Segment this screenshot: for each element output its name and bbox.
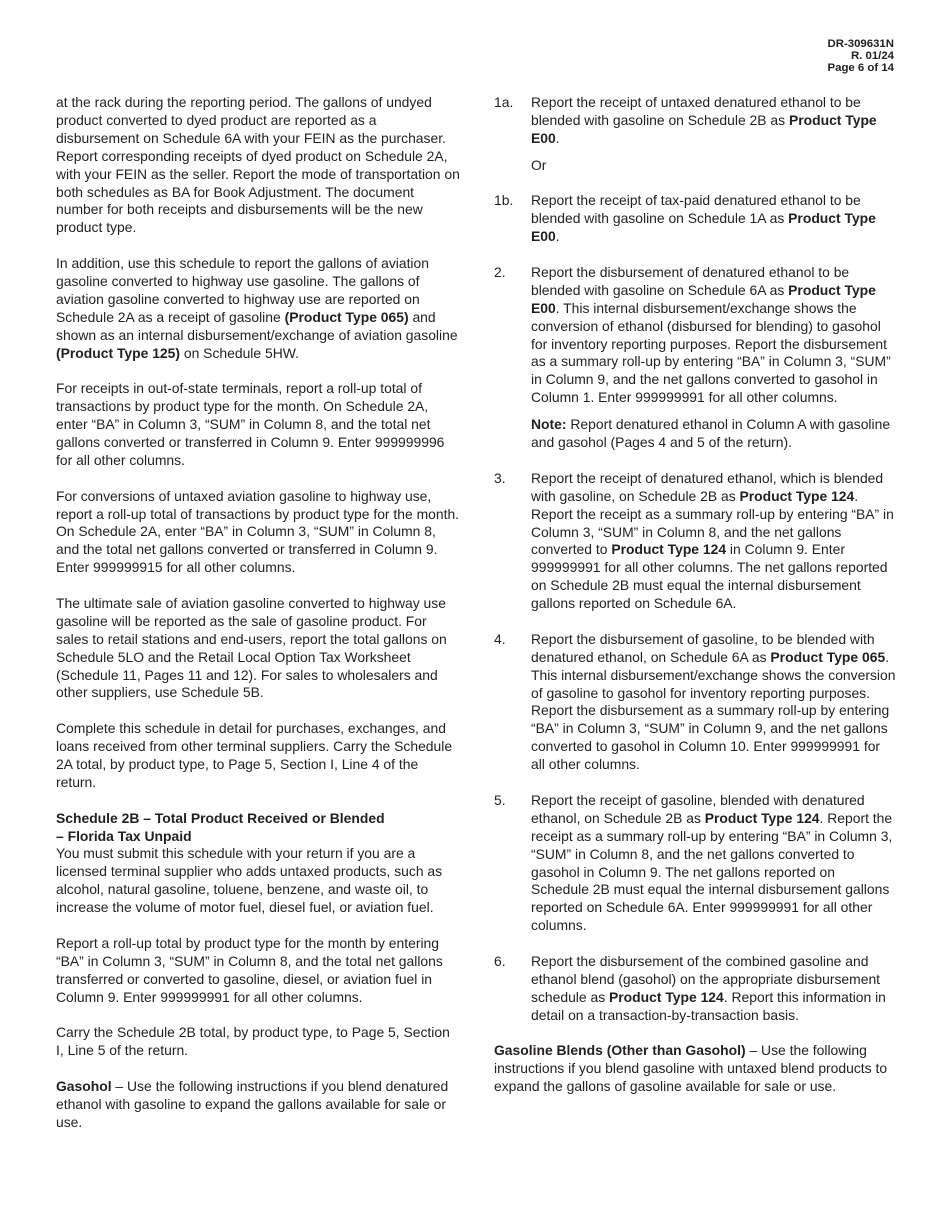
- bold-term: (Product Type 125): [56, 344, 181, 361]
- item-text: [531, 792, 896, 935]
- item-number: 5.: [494, 791, 506, 808]
- item-text: [531, 94, 896, 148]
- bold-term: Product Type 124: [609, 988, 724, 1005]
- text-segment: . Report the receipt as a summary roll-up by entering “BA” in Column 3, “SUM” in Column 8, and the net gallons converted to: [531, 487, 894, 558]
- item-body: [531, 631, 896, 774]
- list-item: [494, 192, 896, 246]
- text-segment: Report denatured ethanol in Column A with gasoline and gasohol (Pages 4 and 5 of the return).: [531, 416, 891, 451]
- item-number: 1b.: [494, 192, 514, 209]
- item-text: [531, 631, 896, 774]
- item-body: [531, 470, 896, 613]
- text-segment: in Column 9. Enter 999999991 for all other columns. The net gallons reported on Schedule 2B must equal the internal disbursement gallons reported on Schedule 6A.: [531, 541, 888, 612]
- item-body: [531, 264, 896, 452]
- bold-term: Product Type E00: [531, 111, 877, 146]
- text-segment: Report the disbursement of gasoline, to be blended with denatured ethanol, on Schedule 6A as: [531, 630, 875, 665]
- text-segment: – Use the following instructions if you blend denatured ethanol with gasoline to expand the gallons available for sale or use.: [56, 1077, 449, 1130]
- list-item: [494, 953, 896, 1025]
- list-item: [494, 470, 896, 613]
- item-number: 4.: [494, 630, 506, 647]
- page-header: [828, 38, 894, 75]
- bold-term: Product Type 124: [611, 541, 727, 558]
- text-segment: and shown as an internal disbursement/exchange of aviation gasoline: [56, 308, 458, 343]
- item-body: [531, 953, 896, 1025]
- list-item: [494, 631, 896, 774]
- paragraph-complete-schedule: Complete this schedule in detail for purchases, exchanges, and loans received from other terminal suppliers. Carry the Schedule 2A total, by product type, to Page 5, Section I, Line 4 of the return.: [56, 720, 453, 790]
- text-segment: Report the disbursement of the combined gasoline and ethanol blend (gasohol) on the appropriate disbursement schedule as: [531, 952, 881, 1005]
- text-segment: – Use the following instructions if you blend gasoline with untaxed blend products to expand the gallons of gasoline available for sale or use.: [494, 1042, 888, 1095]
- paragraph-ultimate-sale: The ultimate sale of aviation gasoline converted to highway use gasoline will be reported as the sale of gasoline product. For sales to retail stations and end-users, report the total gallons on Schedule 5LO and the Retail Local Option Tax Worksheet (Schedule 11, Pages 11 and 12). For sales to wholesalers and other suppliers, use Schedule 5B.: [56, 594, 447, 701]
- item-text: [531, 192, 896, 246]
- text-segment: . Report this information in detail on a transaction-by-transaction basis.: [531, 988, 886, 1023]
- revision-date: R. 01/24: [850, 50, 894, 63]
- paragraph-untaxed-aviation: For conversions of untaxed aviation gasoline to highway use, report a roll-up total of transactions by product type for the month. On Schedule 2A, enter “BA” in Column 3, “SUM” in Column 8, and the total net gallons converted or transferred in Column 9. Enter 999999915 for all other columns.: [56, 487, 460, 576]
- item-text: [531, 264, 896, 407]
- text-segment: Report the receipt of tax-paid denatured ethanol to be blended with gasoline on Schedule 1A as: [531, 192, 861, 227]
- item-body: [531, 94, 896, 175]
- paragraph-gasohol: [56, 1078, 460, 1132]
- paragraph-gasoline-blends: [494, 1042, 896, 1096]
- text-segment: .: [555, 129, 560, 146]
- item-body: [531, 192, 896, 246]
- paragraph-roll-up: Report a roll-up total by product type for the month by entering “BA” in Column 3, “SUM” in Column 8, and the total net gallons transferred or converted to gasoline, diesel, or aviation fuel in Column 9. Enter 999999991 for all other columns.: [56, 934, 443, 1005]
- gasohol-term: Gasohol: [56, 1077, 112, 1094]
- left-column: [56, 94, 460, 1149]
- schedule-2b-heading: [56, 810, 460, 846]
- text-segment: Report the disbursement of denatured ethanol to be blended with gasoline on Schedule 6A as: [531, 263, 850, 298]
- item-note: [531, 416, 896, 452]
- text-segment: In addition, use this schedule to report the gallons of aviation gasoline converted to highway use gasoline. The gallons of aviation gasoline converted to highway use are reported on Schedule 2A as a receipt of gasoline: [56, 255, 429, 325]
- bold-term: Product Type E00: [531, 281, 876, 316]
- text-segment: Report the receipt of denatured ethanol, which is blended with gasoline, on Schedule 2B as: [531, 469, 884, 504]
- heading-line: – Florida Tax Unpaid: [56, 827, 192, 844]
- list-item: [494, 792, 896, 935]
- blends-term: Gasoline Blends (Other than Gasohol): [494, 1042, 746, 1059]
- item-number: 1a.: [494, 94, 514, 110]
- item-text: [531, 470, 896, 613]
- paragraph-schedule-2b-intro: You must submit this schedule with your return if you are a licensed terminal supplier who adds untaxed products, such as alcohol, natural gasoline, toluene, benzene, and waste oil, to increase the volume of motor fuel, diesel fuel, or aviation fuel.: [56, 845, 443, 916]
- item-body: [531, 792, 896, 935]
- text-segment: . This internal disbursement/exchange shows the conversion of gasoline to gasohol for inventory reporting purposes. Report the disbursement as a summary roll-up by entering “BA” in Column 3, “SUM” in Column 9, and the net gallons converted to gasohol in Column 10. Enter 999999991 for all other columns.: [531, 648, 896, 773]
- form-number: DR-309631N: [827, 38, 894, 50]
- item-number: 6.: [494, 952, 506, 969]
- item-text: [531, 953, 896, 1025]
- paragraph-carry-total: Carry the Schedule 2B total, by product type, to Page 5, Section I, Line 5 of the return.: [56, 1024, 450, 1059]
- bold-term: Product Type 124: [739, 487, 855, 504]
- text-segment: on Schedule 5HW.: [180, 344, 299, 361]
- bold-term: Product Type 124: [704, 809, 820, 826]
- right-column: [494, 94, 896, 1114]
- item-number: 2.: [494, 263, 506, 280]
- paragraph-dyed-conversion: at the rack during the reporting period. The gallons of undyed product converted to dyed product are reported as a disbursement on Schedule 6A with your FEIN as the purchaser. Report corresponding receipts of dyed product on Schedule 2A, with your FEIN as the seller. Report the mode of transportation on both schedules as BA for Book Adjustment. The document number for both receipts and disbursements will be the new product type.: [56, 94, 460, 236]
- paragraph-aviation-conversion: [56, 255, 460, 362]
- text-segment: Report the receipt of untaxed denatured ethanol to be blended with gasoline on Schedule 2B as: [531, 94, 861, 128]
- text-segment: . Report the receipt as a summary roll-up by entering “BA” in Column 3, “SUM” in Column 8, and the net gallons converted to gasohol in Column 9. The net gallons reported on Schedule 2B must equal the internal disbursement gallons reported on Schedule 6A. Enter 999999991 for all other columns.: [531, 809, 893, 934]
- note-label: Note:: [531, 416, 567, 433]
- bold-term: Product Type 065: [770, 648, 886, 665]
- list-item: [494, 94, 896, 175]
- text-segment: Report the receipt of gasoline, blended with denatured ethanol, on Schedule 2B as: [531, 791, 865, 826]
- page-number: Page 6 of 14: [827, 62, 894, 75]
- text-segment: .: [555, 228, 560, 245]
- heading-line: Schedule 2B – Total Product Received or Blended: [56, 809, 385, 826]
- bold-term: Product Type E00: [531, 210, 876, 245]
- bold-term: (Product Type 065): [284, 308, 409, 325]
- or-separator: Or: [531, 156, 547, 173]
- text-segment: . This internal disbursement/exchange shows the conversion of ethanol (disbursed for blending) to gasohol for inventory reporting purposes. Report the disbursement as a summary roll-up by entering “BA” in Column 3, “SUM” in Column 9, and the net gallons converted to gasohol in Column 1. Enter 999999991 for all other columns.: [531, 299, 891, 406]
- list-item: [494, 264, 896, 452]
- paragraph-out-of-state: For receipts in out-of-state terminals, report a roll-up total of transactions by product type for the month. On Schedule 2A, enter “BA” in Column 3, “SUM” in Column 8, and the total net gallons converted or transferred in Column 9. Enter 999999996 for all other columns.: [56, 380, 445, 468]
- item-number: 3.: [494, 469, 506, 486]
